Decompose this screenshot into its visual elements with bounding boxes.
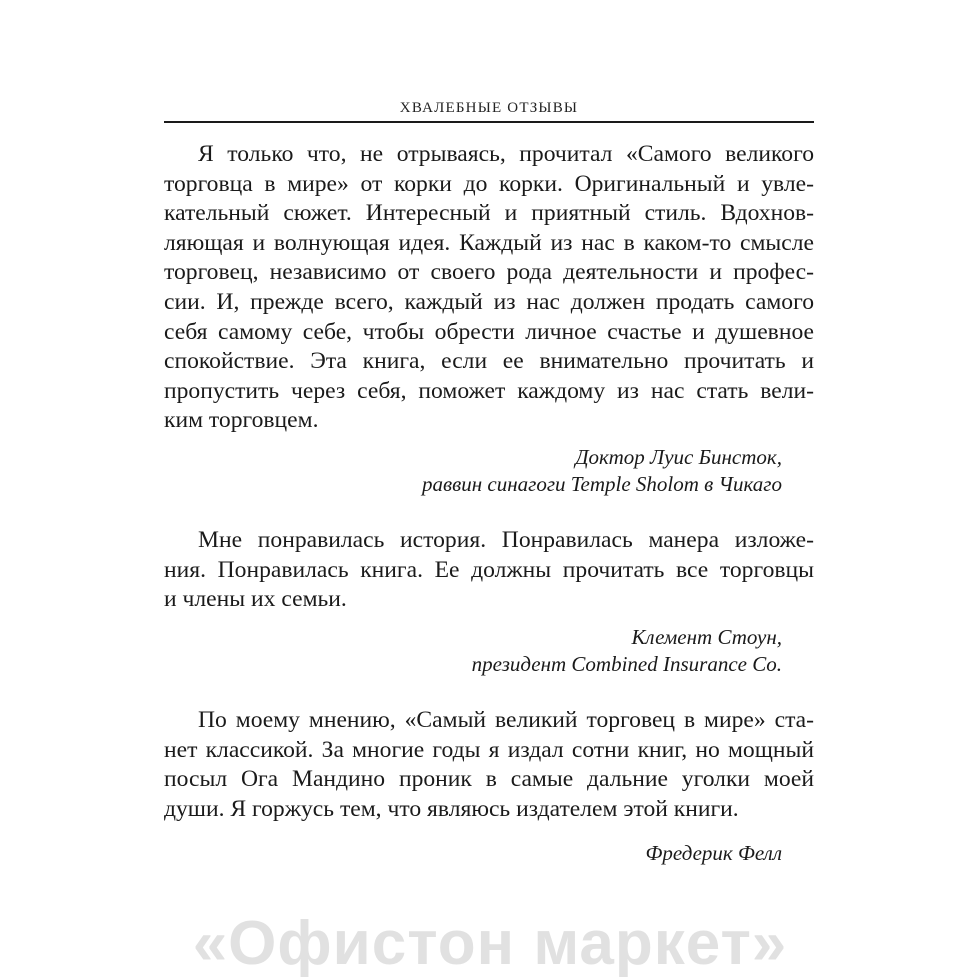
review-1-text	[164, 140, 814, 436]
running-head: ХВАЛЕБНЫЕ ОТЗЫВЫ	[399, 100, 579, 116]
review-2-line: Мне понравилась история. Понравилась манера изложе-	[198, 527, 814, 553]
review-2-author: Клемент Стоун,	[631, 625, 782, 649]
review-1-line: кательный сюжет. Интересный и приятный стиль. Вдохнов-	[164, 200, 814, 227]
review-1-line: спокойствие. Эта книга, если ее внимательно прочитать и	[164, 348, 814, 375]
header-rule	[164, 121, 814, 123]
review-1-line: торговец, независимо от своего рода деятельности и профес-	[164, 259, 814, 286]
review-1-line: ляющая и волнующая идея. Каждый из нас в каком-то смысле	[164, 229, 814, 256]
review-1-attribution	[422, 444, 782, 498]
review-1-author: Доктор Луис Бинсток,	[575, 445, 782, 469]
review-2-line: и члены их семьи.	[164, 586, 347, 613]
review-1-line: пропустить через себя, поможет каждому из нас стать вели-	[164, 377, 814, 404]
review-3-text	[164, 706, 814, 824]
review-1-line: Я только что, не отрываясь, прочитал «Самого великого	[198, 141, 814, 167]
review-1-line: торговца в мире» от корки до корки. Оригинальный и увле-	[164, 170, 814, 197]
review-3-line: По моему мнению, «Самый великий торговец в мире» ста-	[198, 707, 814, 733]
watermark: «Офистон маркет»	[192, 909, 788, 978]
review-3-line: души. Я горжусь тем, что являюсь издателем этой книги.	[164, 795, 739, 822]
review-2-line: ния. Понравилась книга. Ее должны прочитать все торговцы	[164, 556, 814, 583]
review-1-line: ким торговцем.	[164, 407, 319, 434]
review-3-attribution	[646, 840, 782, 867]
review-3-line: нет классикой. За многие годы я издал сотни книг, но мощный	[164, 736, 814, 763]
review-2-text	[164, 526, 814, 615]
review-3-author: Фредерик Фелл	[645, 841, 782, 865]
review-1-line: сии. И, прежде всего, каждый из нас должен продать самого	[164, 288, 814, 315]
review-1-author-title: раввин синагоги Temple Sholom в Чикаго	[422, 472, 782, 496]
review-3-line: посыл Ога Мандино проник в самые дальние уголки моей	[164, 766, 814, 793]
review-2-author-title: президент Combined Insurance Co.	[471, 652, 782, 676]
review-2-attribution	[472, 624, 782, 678]
review-1-line: себя самому себе, чтобы обрести личное счастье и душевное	[164, 318, 814, 345]
